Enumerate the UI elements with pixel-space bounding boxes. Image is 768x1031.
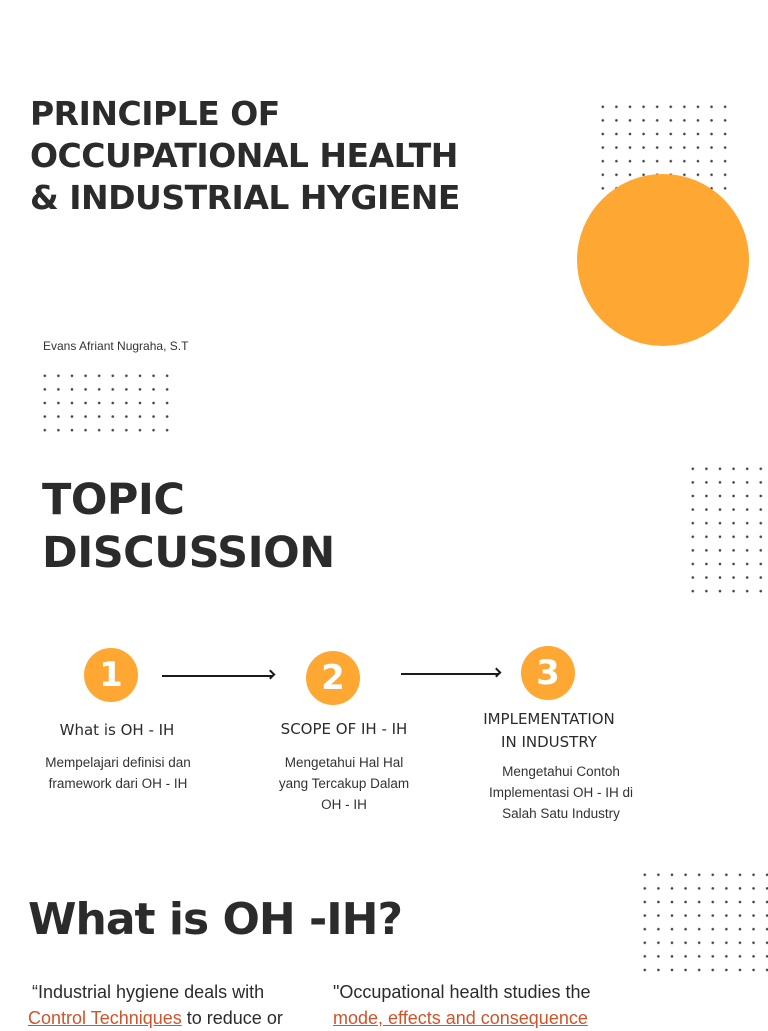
highlight-text: Control Techniques — [28, 1008, 182, 1028]
cover-title-line: PRINCIPLE OF — [30, 94, 280, 133]
industrial-hygiene-quote: “Industrial hygiene deals with Control Techniques to reduce or — [28, 982, 283, 1028]
topic-heading-line: TOPIC — [42, 475, 185, 525]
step-1-title: What is OH - IH — [59, 721, 175, 739]
what-is-oh-ih-heading: What is OH -IH? — [28, 894, 403, 945]
arrow-right-icon — [401, 673, 498, 675]
step-1-description: Mempelajari definisi dan framework dari OH - IH — [45, 755, 191, 791]
highlight-text: mode, effects and consequence — [333, 1008, 588, 1028]
arrow-right-icon — [162, 675, 272, 677]
author-name: Evans Afriant Nugraha, S.T — [43, 339, 189, 353]
step-2-number-badge: 2 — [306, 651, 360, 705]
step-3-title: IMPLEMENTATION IN INDUSTRY — [483, 710, 615, 751]
dot-grid-right — [686, 462, 768, 598]
cover-title-line: OCCUPATIONAL HEALTH — [30, 136, 458, 175]
step-3-number-badge: 3 — [521, 646, 575, 700]
cover-title-line: & INDUSTRIAL HYGIENE — [30, 178, 460, 217]
orange-circle-decoration — [577, 174, 749, 346]
step-2-description: Mengetahui Hal Hal yang Tercakup Dalam OH - IH — [278, 755, 410, 812]
step-1-number-badge: 1 — [84, 648, 138, 702]
dot-grid-left — [38, 369, 174, 435]
topic-heading — [42, 474, 335, 580]
step-2-title: SCOPE OF IH - IH — [280, 720, 408, 738]
occupational-health-quote: "Occupational health studies the mode, effects and consequence — [333, 982, 591, 1028]
topic-heading-line: DISCUSSION — [42, 528, 335, 578]
cover-title — [30, 93, 460, 219]
step-3-description: Mengetahui Contoh Implementasi OH - IH di Salah Satu Industry — [488, 764, 634, 821]
dot-grid-bottom-right — [638, 868, 768, 978]
